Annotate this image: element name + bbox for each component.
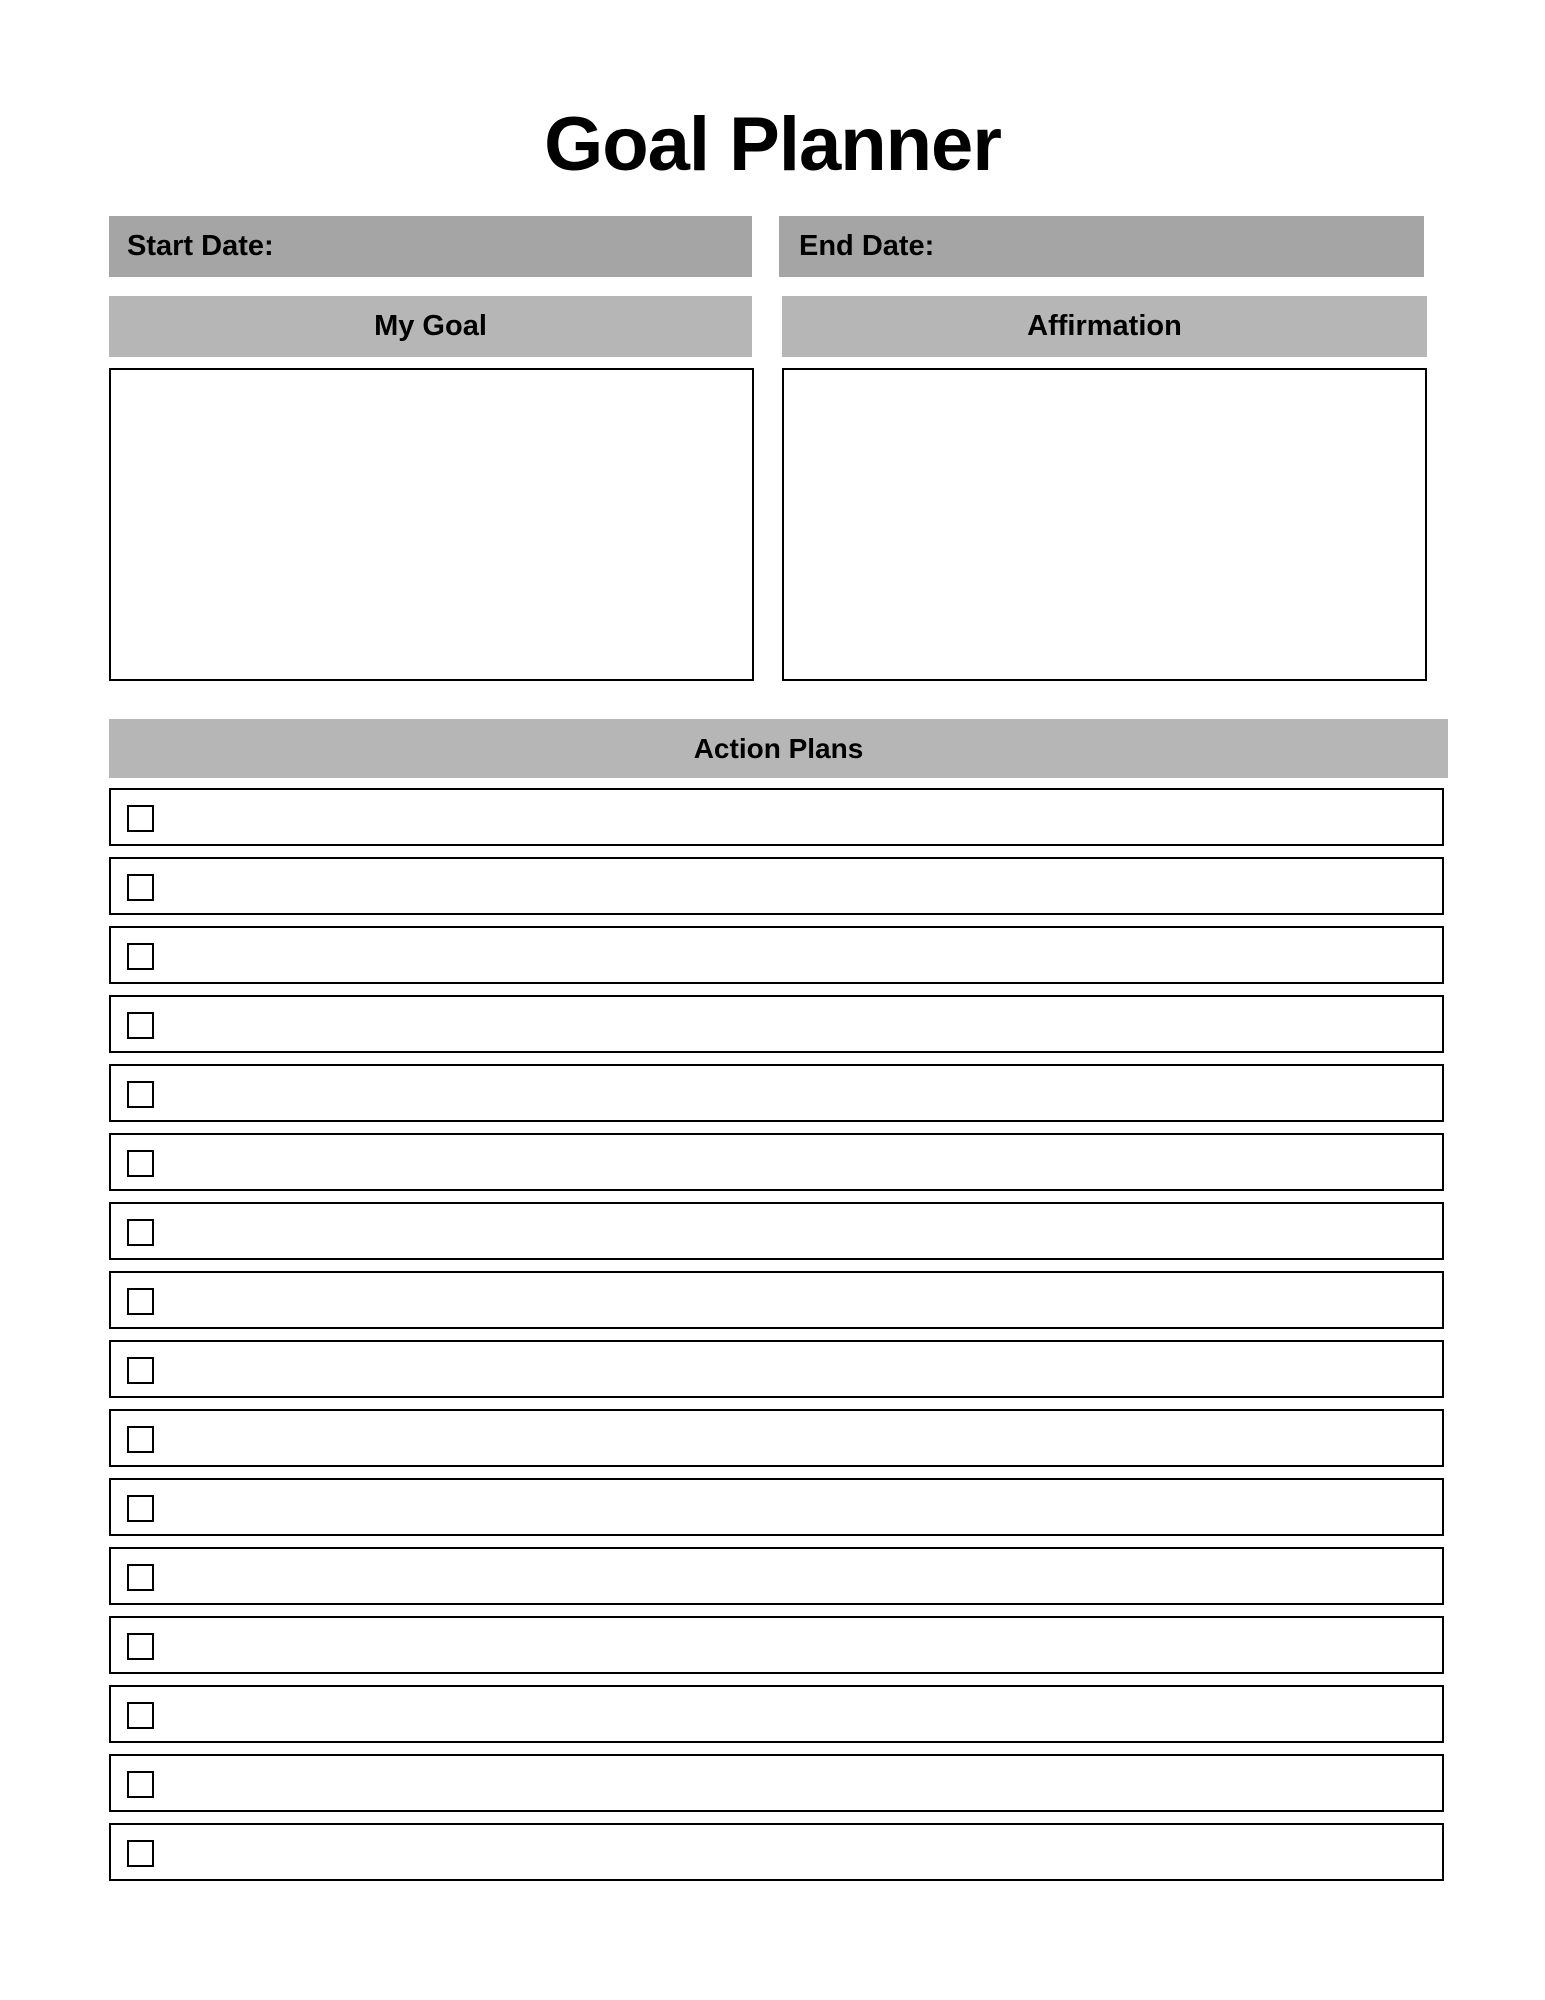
action-plan-row[interactable] xyxy=(109,1409,1444,1467)
action-plan-row[interactable] xyxy=(109,1271,1444,1329)
checkbox-icon[interactable] xyxy=(127,1840,154,1867)
checkbox-icon[interactable] xyxy=(127,1150,154,1177)
my-goal-textbox[interactable] xyxy=(109,368,754,681)
action-plan-row[interactable] xyxy=(109,1616,1444,1674)
checkbox-icon[interactable] xyxy=(127,1219,154,1246)
action-plan-row[interactable] xyxy=(109,1340,1444,1398)
start-date-field[interactable] xyxy=(109,216,752,277)
action-plan-row[interactable] xyxy=(109,1547,1444,1605)
checkbox-icon[interactable] xyxy=(127,943,154,970)
checkbox-icon[interactable] xyxy=(127,1771,154,1798)
start-date-label: Start Date: xyxy=(127,230,274,262)
action-plan-row[interactable] xyxy=(109,788,1444,846)
page-title: Goal Planner xyxy=(544,102,1001,187)
affirmation-header: Affirmation xyxy=(782,296,1427,357)
checkbox-icon[interactable] xyxy=(127,1702,154,1729)
checkbox-icon[interactable] xyxy=(127,1012,154,1039)
end-date-field[interactable] xyxy=(779,216,1424,277)
checkbox-icon[interactable] xyxy=(127,1081,154,1108)
checkbox-icon[interactable] xyxy=(127,1357,154,1384)
checkbox-icon[interactable] xyxy=(127,805,154,832)
checkbox-icon[interactable] xyxy=(127,1426,154,1453)
action-plan-row[interactable] xyxy=(109,1685,1444,1743)
action-plan-row[interactable] xyxy=(109,1064,1444,1122)
end-date-label: End Date: xyxy=(799,230,935,262)
affirmation-textbox[interactable] xyxy=(782,368,1427,681)
action-plans-header: Action Plans xyxy=(109,719,1448,778)
action-plan-row[interactable] xyxy=(109,995,1444,1053)
action-plan-row[interactable] xyxy=(109,1202,1444,1260)
action-plan-row[interactable] xyxy=(109,1754,1444,1812)
checkbox-icon[interactable] xyxy=(127,1564,154,1591)
checkbox-icon[interactable] xyxy=(127,1495,154,1522)
action-plan-row[interactable] xyxy=(109,1478,1444,1536)
my-goal-header: My Goal xyxy=(109,296,752,357)
action-plan-row[interactable] xyxy=(109,1823,1444,1881)
checkbox-icon[interactable] xyxy=(127,1633,154,1660)
action-plan-row[interactable] xyxy=(109,926,1444,984)
action-plan-row[interactable] xyxy=(109,857,1444,915)
action-plans-list xyxy=(109,788,1444,1892)
checkbox-icon[interactable] xyxy=(127,874,154,901)
checkbox-icon[interactable] xyxy=(127,1288,154,1315)
action-plan-row[interactable] xyxy=(109,1133,1444,1191)
